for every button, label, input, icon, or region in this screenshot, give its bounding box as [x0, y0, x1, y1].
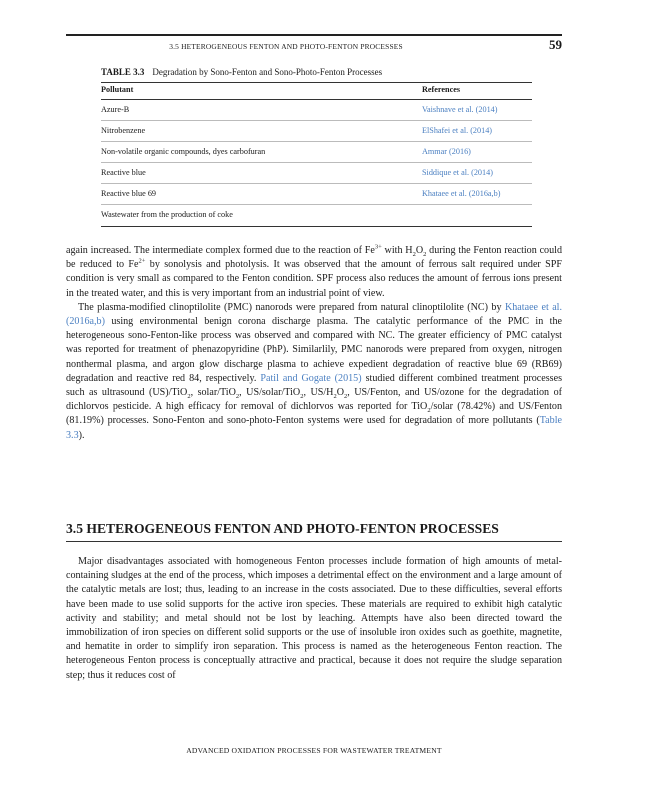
header-rule	[66, 34, 562, 36]
pollutant-cell: Reactive blue	[101, 168, 146, 177]
column-header-pollutant: Pollutant	[101, 85, 134, 94]
table-row	[101, 100, 532, 120]
table-bottom-rule	[101, 226, 532, 227]
page-number: 59	[549, 37, 562, 52]
body-text-upper	[66, 244, 562, 443]
table-row	[101, 184, 532, 204]
running-footer: ADVANCED OXIDATION PROCESSES FOR WASTEWATER TREATMENT	[186, 746, 442, 755]
paragraph: Major disadvantages associated with homogeneous Fenton processes include formation of high amounts of metal-containing sludges at the end of the process, which imposes a detrimental effect on the environment and a large amount of the catalytic metals are lost; thus, leading to an increase in the costs associated. Due to these difficulties, several efforts have been made to use solid supports for the active iron species. These materials are required to exhibit high catalytic activity and stability; and metal should not be lost by leaching. Attempts have also been directed toward the immobilization of iron species on different solid supports or the use of insoluble iron oxides such as goethite, magnetite, and hematite in order to simplify iron separation. This process is named as the heterogeneous Fenton reaction. The heterogeneous Fenton process is conceptually attractive and practical, because it does not require the sludge separation step; thus it reduces cost of	[66, 556, 562, 681]
running-title: 3.5 HETEROGENEOUS FENTON AND PHOTO-FENTON PROCESSES	[169, 42, 403, 51]
table-top-rule	[101, 82, 532, 83]
citation-link[interactable]: Patil and Gogate (2015)	[260, 372, 362, 384]
paragraph: again increased. The intermediate complex formed due to the reaction of $Fe^{3+}$ with $H_2O_2$ during the Fenton reaction could be reduced to $Fe^{2+}$ by sonolysis and photolysis. It was observed that the amount of ferrous salt required under SPF condition is very small as compared to the Fenton condition. SPF process also reduces the amount of ferrous ions present in the treated water, and this is very important from an industrial point of view.	[66, 243, 562, 299]
reference-link[interactable]: ElShafei et al. (2014)	[422, 126, 493, 135]
table-row	[101, 121, 532, 141]
section-rule	[66, 541, 562, 542]
section-heading: 3.5 HETEROGENEOUS FENTON AND PHOTO-FENTON PROCESSES	[66, 521, 499, 536]
paragraph: The plasma-modified clinoptilolite (PMC) nanorods were prepared from natural clinoptilolite (NC) by Khataee et al. (2016a,b) using environmental benign corona discharge plasma. The catalytic performance of the PMC in the heterogeneous sono-Fenton-like process was observed and compared with NC. The greater efficiency of PMC catalyst was reported for treatment of phenazopyridine (PhP). Similarlily, PMC nanorods were prepared from oxygen, nitrogen nonthermal plasma, and argon glow discharge plasma to achieve expedient degradation of reactive blue 69 (RB69) degradation and reactive red 84, respectively. Patil and Gogate (2015) studied different combined treatment processes such as ultrasound (US)/TiO$_2$, solar/TiO$_2$, US/solar/TiO$_2$, $US/H_2O_2$, US/Fenton, and US/ozone for the degradation of dichlorvos pesticide. A high efficacy for removal of dichlorvos was reported for TiO$_2$/solar (78.42%) and US/Fenton (81.19%) processes. Sono-Fenton and sono-photo-Fenton systems were used for degradation of more pollutants (Table 3.3).	[66, 301, 563, 441]
pollutant-cell: Non-volatile organic compounds, dyes carbofuran	[101, 147, 266, 156]
reference-link[interactable]: Siddique et al. (2014)	[422, 168, 493, 177]
citation-link[interactable]: Khataee et al. (2016a,b)	[66, 301, 562, 328]
column-header-references: References	[422, 85, 461, 94]
table-title: Degradation by Sono-Fenton and Sono-Photo-Fenton Processes	[152, 67, 383, 77]
table-row	[101, 142, 532, 162]
reference-link[interactable]: Vaishnave et al. (2014)	[422, 105, 498, 114]
table-row	[101, 163, 532, 183]
pollutant-cell: Reactive blue 69	[101, 189, 157, 198]
pollutant-cell: Wastewater from the production of coke	[101, 210, 233, 219]
pollutant-cell: Nitrobenzene	[101, 126, 146, 135]
table-label: TABLE 3.3	[101, 67, 145, 77]
reference-link[interactable]: Khataee et al. (2016a,b)	[422, 189, 501, 198]
body-text-lower	[66, 555, 562, 683]
table-reference-link[interactable]: Table 3.3	[66, 415, 562, 441]
table-caption	[101, 67, 382, 77]
reference-link[interactable]: Ammar (2016)	[422, 147, 471, 156]
table-row	[101, 205, 532, 225]
pollutant-cell: Azure-B	[101, 105, 130, 114]
